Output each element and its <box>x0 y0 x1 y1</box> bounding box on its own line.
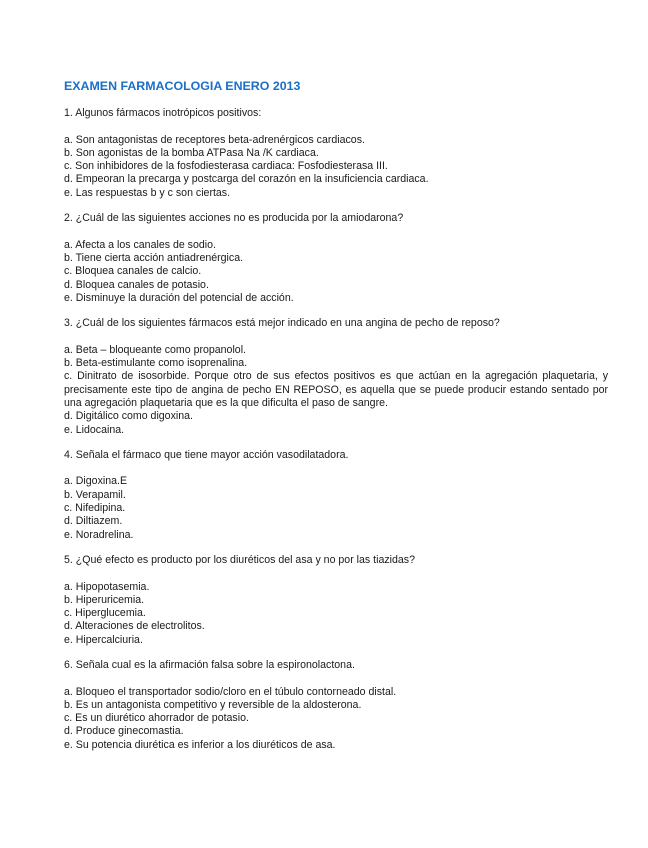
option-item: c. Bloquea canales de calcio. <box>64 265 202 278</box>
option-item: b. Es un antagonista competitivo y reversible de la aldosterona. <box>64 698 362 711</box>
option-item: d. Diltiazem. <box>64 515 123 528</box>
option-item: c. Son inhibidores de la fosfodiesterasa cardiaca: Fosfodiesterasa III. <box>64 160 388 173</box>
option-list <box>64 239 608 305</box>
question-text: 3. ¿Cuál de los siguientes fármacos está mejor indicado en una angina de pecho de reposo? <box>64 317 500 330</box>
document-title: EXAMEN FARMACOLOGIA ENERO 2013 <box>64 79 301 93</box>
option-item: d. Produce ginecomastia. <box>64 725 184 738</box>
option-item: b. Verapamil. <box>64 488 126 501</box>
option-item: c. Es un diurético ahorrador de potasio. <box>64 712 249 725</box>
option-item: b. Son agonistas de la bomba ATPasa Na /K cardiaca. <box>64 146 319 159</box>
question-3 <box>64 317 608 437</box>
question-text: 4. Señala el fármaco que tiene mayor acción vasodilatadora. <box>64 448 349 461</box>
question-4 <box>64 449 608 542</box>
option-item: a. Bloqueo el transportador sodio/cloro en el túbulo contorneado distal. <box>64 685 397 698</box>
option-item: b. Tiene cierta acción antiadrenérgica. <box>64 251 244 264</box>
option-item: d. Empeoran la precarga y postcarga del corazón en la insuficiencia cardiaca. <box>64 173 429 186</box>
option-list <box>64 475 608 541</box>
option-item: a. Son antagonistas de receptores beta-adrenérgicos cardiacos. <box>64 133 365 146</box>
option-item: a. Afecta a los canales de sodio. <box>64 238 216 251</box>
option-item: e. Noradrelina. <box>64 528 134 541</box>
option-item: a. Digoxina.E <box>64 475 128 488</box>
question-1 <box>64 107 608 200</box>
option-list <box>64 581 608 647</box>
option-item: c. Nifedipina. <box>64 502 126 515</box>
question-text: 2. ¿Cuál de las siguientes acciones no es producida por la amiodarona? <box>64 212 404 225</box>
option-item: d. Digitálico como digoxina. <box>64 410 193 423</box>
question-text: 1. Algunos fármacos inotrópicos positivos: <box>64 107 262 119</box>
option-item: e. Disminuye la duración del potencial de acción. <box>64 291 294 304</box>
option-item: b. Hiperuricemia. <box>64 593 145 606</box>
option-item: c. Hiperglucemia. <box>64 607 146 620</box>
option-list <box>64 344 608 437</box>
option-item: a. Beta – bloqueante como propanolol. <box>64 343 246 356</box>
option-item: e. Lidocaina. <box>64 423 125 436</box>
option-item: e. Hipercalciuria. <box>64 633 143 646</box>
question-6 <box>64 659 608 752</box>
option-item: d. Alteraciones de electrolitos. <box>64 620 205 633</box>
option-item: a. Hipopotasemia. <box>64 580 150 593</box>
option-list <box>64 686 608 752</box>
question-5 <box>64 554 608 647</box>
question-text: 6. Señala cual es la afirmación falsa sobre la espironolactona. <box>64 658 355 671</box>
option-item: e. Las respuestas b y c son ciertas. <box>64 186 231 199</box>
option-item: d. Bloquea canales de potasio. <box>64 278 209 291</box>
option-item: e. Su potencia diurética es inferior a los diuréticos de asa. <box>64 738 336 751</box>
option-item: b. Beta-estimulante como isoprenalina. <box>64 357 248 370</box>
question-text: 5. ¿Qué efecto es producto por los diuréticos del asa y no por las tiazidas? <box>64 553 415 566</box>
option-item: c. Dinitrato de isosorbide. Porque otro de sus efectos positivos es que actúan en la agregación plaquetaria, y precisamente este tipo de angina de pecho EN REPOSO, es aquella que se puede producir estando sentado por una agregación plaquetaria que es la que dificulta el paso de sangre. <box>64 370 608 409</box>
question-2 <box>64 212 608 305</box>
option-list <box>64 134 608 200</box>
